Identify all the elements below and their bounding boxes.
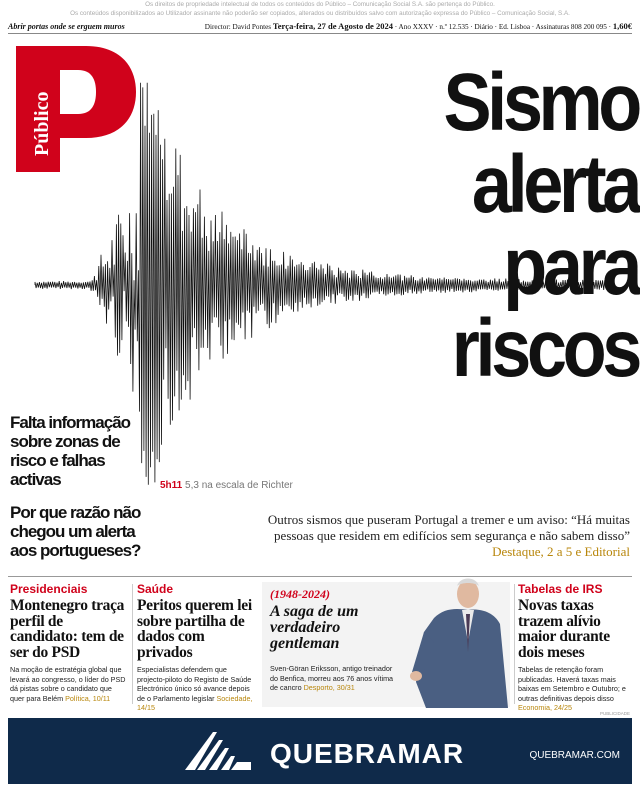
- story-text: Especialistas defendem que projecto-piloto do Registo de Saúde Electrónico único só avance depois de o Parlamento legislar Sociedade, 14/15: [137, 665, 253, 712]
- slogan: Abrir portas onde se erguem muros: [8, 22, 125, 31]
- publicidade-tag: PUBLICIDADE: [600, 711, 631, 716]
- headline-line-3: para: [503, 221, 638, 312]
- headline-line-1: Sismo: [443, 57, 638, 148]
- story-kicker: Presidenciais: [10, 582, 88, 596]
- story-saude[interactable]: [137, 582, 255, 712]
- subhead-ref[interactable]: Destaque, 2 a 5 e Editorial: [492, 544, 630, 559]
- story-ref: Desporto, 30/31: [303, 683, 355, 692]
- issue-info: · Ano XXXV · n.º 12.535 · Diário · Ed. Lisboa · Assinaturas 808 200 095 ·: [394, 23, 612, 31]
- lead-headline[interactable]: [411, 57, 638, 394]
- story-ref: Economia, 24/25: [518, 703, 572, 712]
- story-kicker: Saúde: [137, 582, 174, 596]
- story-kicker: Tabelas de IRS: [518, 582, 603, 596]
- story-text: Na moção de estratégia global que levará ao congresso, o líder do PSD dá pistas sobre o candidato que quer para Belém Política, 10/11: [10, 665, 126, 703]
- story-ref: Sociedade, 14/15: [137, 693, 253, 712]
- quebramar-ad[interactable]: [8, 718, 632, 784]
- headline-line-2: alerta: [471, 139, 638, 230]
- story-title: Peritos querem lei sobre partilha de dados com privados: [137, 597, 252, 661]
- quake-magnitude: 5,3 na escala de Richter: [185, 480, 293, 491]
- column-divider: [514, 584, 515, 704]
- headline-line-4: riscos: [451, 303, 638, 394]
- story-title: Montenegro traça perfil de candidato: tem de ser do PSD: [10, 597, 125, 661]
- legal-notice: [0, 0, 640, 18]
- director: Director: David Pontes: [204, 23, 272, 31]
- eriksson-photo: [404, 572, 510, 708]
- lead-subhead: [240, 512, 630, 560]
- column-divider: [132, 584, 133, 704]
- story-irs[interactable]: [518, 582, 634, 712]
- side-story-1[interactable]: Falta informação sobre zonas de risco e falhas activas: [10, 413, 131, 489]
- section-rule: [8, 576, 632, 577]
- story-text: Sven-Göran Eriksson, antigo treinador do Benfica, morreu aos 76 anos vítima de cancro Desporto, 30/31: [270, 664, 394, 692]
- story-title: Novas taxas trazem alívio maior durante dois meses: [518, 597, 610, 661]
- story-ref: Política, 10/11: [65, 693, 111, 703]
- ad-brand: QUEBRAMAR: [270, 738, 465, 769]
- publico-logo: [8, 44, 138, 174]
- legal-line-2: Os conteúdos disponibilizados ao Utilizador assinante não poderão ser copiados, alterados ou distribuídos salvo com autorização expressa do Público – Comunicação Social, S.A.: [70, 10, 570, 17]
- logo-text: Público: [31, 91, 53, 156]
- quebramar-logo-icon: [183, 730, 253, 772]
- story-text: Tabelas de retenção foram publicadas. Haverá taxas mais baixas em Setembro e Outubro; e outras definitivas depois disso Economia, 24/25: [518, 665, 626, 712]
- legal-line-1: Os direitos de propriedade intelectual de todos os conteúdos do Público – Comunicação Social S.A. são pertença do Público.: [145, 1, 495, 8]
- issue-date: Terça-feira, 27 de Agosto de 2024: [272, 21, 393, 31]
- story-kicker: (1948-2024): [270, 587, 330, 601]
- ad-url[interactable]: QUEBRAMAR.COM: [529, 750, 620, 761]
- quake-time: 5h11: [160, 480, 183, 491]
- story-presidenciais[interactable]: [10, 582, 128, 707]
- subhead-text: Outros sismos que puseram Portugal a tremer e um aviso: “Há muitas pessoas que residem em edifícios sem segurança e não sabem disso”: [267, 512, 630, 543]
- magnitude-caption: [160, 480, 293, 491]
- story-title: A saga de um verdadeiro gentleman: [270, 603, 359, 652]
- side-story-2[interactable]: Por que razão não chegou um alerta aos portugueses?: [10, 503, 141, 560]
- price: 1,60€: [612, 21, 632, 31]
